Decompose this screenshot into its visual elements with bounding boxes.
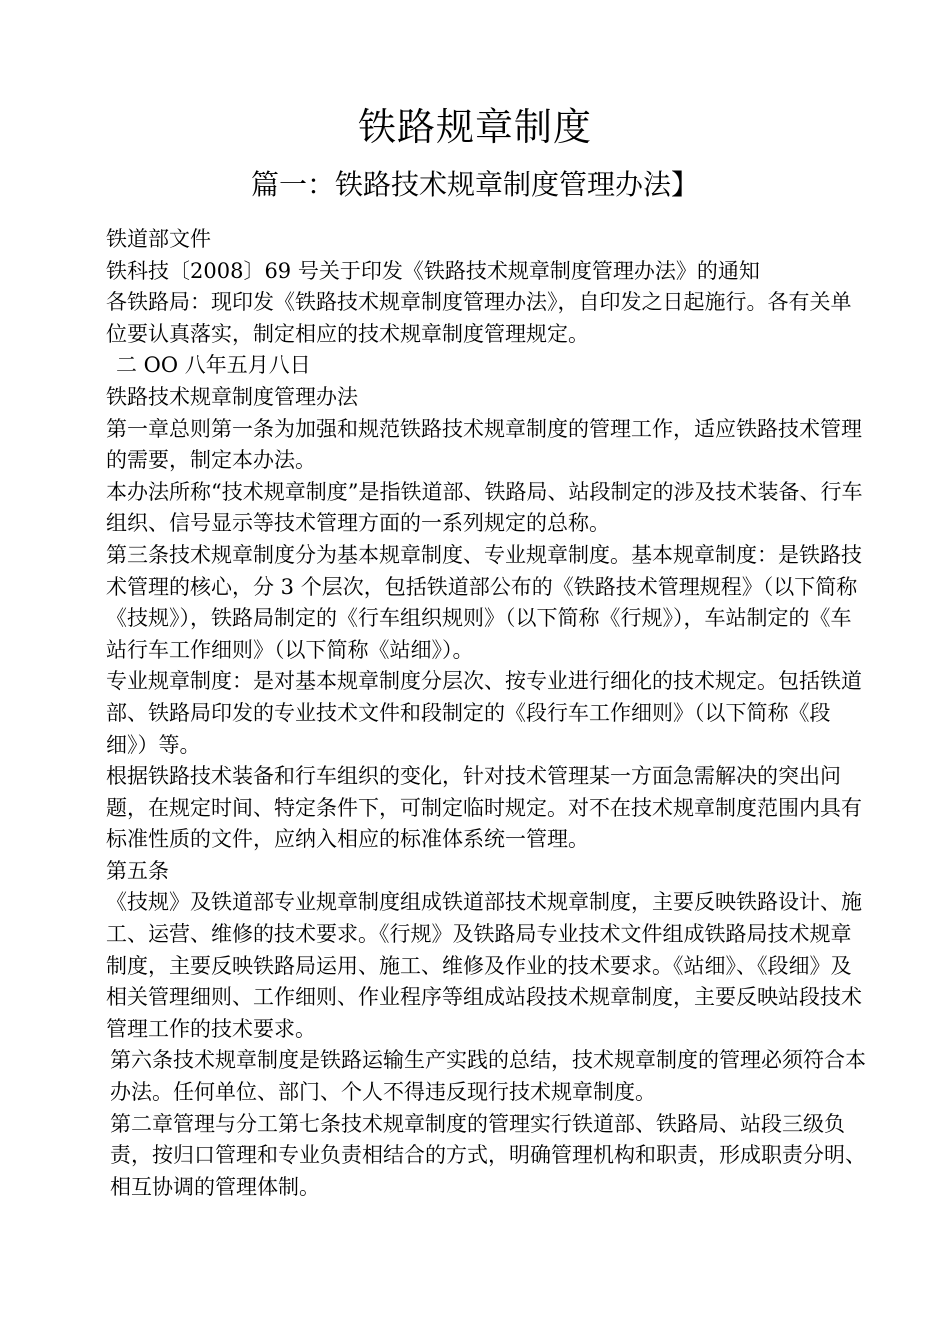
paragraph: 铁道部文件 bbox=[106, 227, 211, 251]
paragraph: 根据铁路技术装备和行车组织的变化，针对技术管理某一方面急需解决的突出问题，在规定时间、特定条件下，可制定临时规定。对不在技术规章制度范围内具有标准性质的文件，应纳入相应的标准体系统一管理。 bbox=[106, 764, 862, 852]
paragraph: 第二章管理与分工第七条技术规章制度的管理实行铁道部、铁路局、站段三级负责，按归口管理和专业负责相结合的方式，明确管理机构和职责，形成职责分明、相互协调的管理体制。 bbox=[110, 1111, 866, 1199]
document-title: 铁路规章制度 bbox=[357, 105, 592, 149]
document-body bbox=[106, 224, 866, 1203]
paragraph: 《技规》及铁道部专业规章制度组成铁道部技术规章制度，主要反映铁路设计、施工、运营、维修的技术要求。《行规》及铁路局专业技术文件组成铁路局技术规章制度，主要反映铁路局运用、施工、维修及作业的技术要求。《站细》、《段细》及相关管理细则、工作细则、作业程序等组成站段技术规章制度，主要反映站段技术管理工作的技术要求。 bbox=[106, 890, 862, 1041]
document-subtitle: 篇一：铁路技术规章制度管理办法】 bbox=[250, 168, 699, 201]
paragraph: 铁路技术规章制度管理办法 bbox=[106, 384, 358, 409]
paragraph: 第五条 bbox=[106, 858, 169, 883]
paragraph: 本办法所称“技术规章制度”是指铁道部、铁路局、站段制定的涉及技术装备、行车组织、信号显示等技术管理方面的一系列规定的总称。 bbox=[106, 479, 863, 536]
paragraph: 各铁路局：现印发《铁路技术规章制度管理办法》，自印发之日起施行。各有关单位要认真落实，制定相应的技术规章制度管理规定。 bbox=[106, 290, 852, 346]
paragraph: 第一章总则第一条为加强和规范铁路技术规章制度的管理工作，适应铁路技术管理的需要，制定本办法。 bbox=[106, 416, 862, 473]
paragraph: 铁科技〔2008〕69 号关于印发《铁路技术规章制度管理办法》的通知 bbox=[106, 258, 760, 283]
paragraph-date: 二 OO 八年五月八日 bbox=[116, 353, 311, 378]
paragraph: 专业规章制度：是对基本规章制度分层次、按专业进行细化的技术规定。包括铁道部、铁路局印发的专业技术文件和段制定的《段行车工作细则》（以下简称《段细》）等。 bbox=[106, 669, 862, 757]
paragraph: 第三条技术规章制度分为基本规章制度、专业规章制度。基本规章制度：是铁路技术管理的核心，分 3 个层次，包括铁道部公布的《铁路技术管理规程》（以下简称《技规》），铁路局制定的《行车组织规则》（以下简称《行规》），车站制定的《车站行车工作细则》（以下简称《站细》）。 bbox=[106, 542, 862, 662]
paragraph: 第六条技术规章制度是铁路运输生产实践的总结，技术规章制度的管理必须符合本办法。任何单位、部门、个人不得违反现行技术规章制度。 bbox=[110, 1048, 866, 1105]
